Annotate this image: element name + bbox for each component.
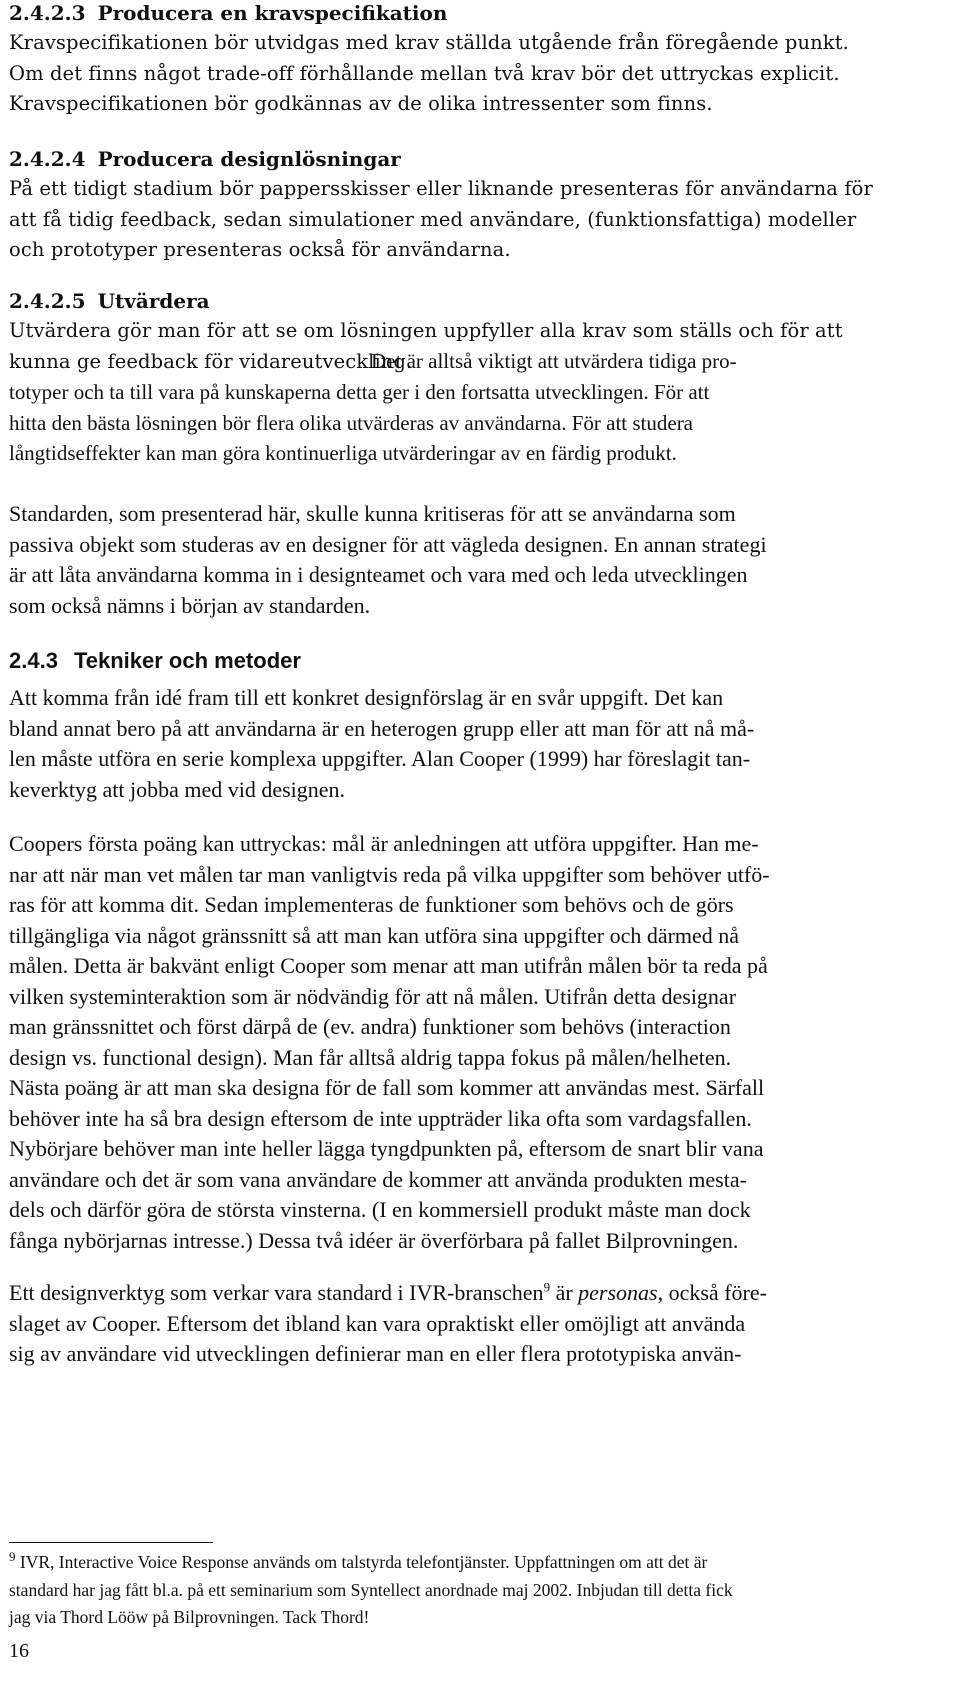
heading-243 (9, 646, 889, 676)
footnote-marker: 9 (9, 1549, 16, 1565)
text-line: är att låta användarna komma in i designteamet och vara med och leda utvecklingen (9, 562, 748, 587)
para-standard (9, 499, 889, 621)
text-line: kunna ge feedback för vidareutveckling. (9, 349, 413, 373)
text-line: jag via Thord Lööw på Bilprovningen. Tack Thord! (9, 1607, 370, 1627)
text-line (9, 1278, 889, 1309)
text-line: långtidseffekter kan man göra kontinuerliga utvärderingar av en färdig produkt. (9, 441, 677, 465)
text-line: som också nämns i början av standarden. (9, 592, 371, 618)
text-line: keverktyg att jobba med vid designen. (9, 776, 346, 802)
text-line: Om det finns något trade-off förhållande mellan två krav bör det uttryckas explicit. (9, 61, 840, 85)
footnote (9, 1549, 889, 1632)
heading-number: 2.4.2.5 (9, 289, 86, 313)
para-2425-b-first (371, 346, 889, 377)
para-2423 (9, 28, 889, 120)
text-line: nar att när man vet målen tar man vanligtvis reda på vilka uppgifter som behöver utfö- (9, 861, 770, 887)
page-number: 16 (9, 1640, 29, 1662)
text-line: användare och det är som vana användare de kommer att använda produkten mesta- (9, 1166, 747, 1192)
text-line: behöver inte ha så bra design eftersom de inte uppträder lika ofta som vardagsfallen. (9, 1105, 752, 1131)
para-2424 (9, 174, 889, 266)
text-line: len måste utföra en serie komplexa uppgifter. Alan Cooper (1999) har föreslagit tan- (9, 746, 751, 771)
text-line: totyper och ta till vara på kunskaperna detta ger i den fortsatta utvecklingen. För att (9, 380, 710, 404)
footnote-ref: 9 (543, 1279, 551, 1295)
para-243-1 (9, 683, 889, 805)
emphasis-personas: personas (578, 1280, 658, 1305)
para-2425-b (9, 377, 889, 469)
text-line: Standarden, som presenterad här, skulle kunna kritiseras för att se användarna som (9, 501, 736, 526)
text-run: Ett designverktyg som verkar vara standard i IVR-branschen (9, 1280, 544, 1305)
text-line: dels och därför göra de största vinsterna. (I en kommersiell produkt måste man dock (9, 1197, 751, 1222)
text-line: Coopers första poäng kan uttryckas: mål är anledningen att utföra uppgifter. Han me- (9, 831, 759, 856)
text-line: tillgängliga via något gränssnitt så att man kan utföra sina uppgifter och därmed nå (9, 922, 740, 948)
text-line: Kravspecifikationen bör utvidgas med krav ställda utgående från föregående punkt. (9, 31, 849, 54)
heading-title: Utvärdera (97, 289, 210, 313)
text-line: vilken systeminteraktion som är nödvändig för att nå målen. Utifrån detta designar (9, 983, 737, 1009)
text-line: Kravspecifikationen bör godkännas av de olika intressenter som finns. (9, 92, 713, 115)
heading-number: 2.4.3 (9, 648, 58, 673)
text-line: Nästa poäng är att man ska designa för de fall som kommer att användas mest. Särfall (9, 1075, 765, 1100)
text-line: fånga nybörjarnas intresse.) Dessa två idéer är överförbara på fallet Bilprovningen. (9, 1227, 739, 1253)
text-line: Det är alltså viktigt att utvärdera tidiga pro- (371, 349, 737, 373)
text-line (9, 1549, 889, 1577)
text-line: ras för att komma dit. Sedan implementeras de funktioner som behövs och de görs (9, 892, 734, 917)
text-line: Nybörjare behöver man inte heller lägga tyngdpunkten på, eftersom de snart blir vana (9, 1136, 764, 1161)
text-run: är (550, 1280, 579, 1305)
heading-2424 (9, 144, 889, 174)
heading-2423 (9, 0, 889, 28)
heading-number: 2.4.2.3 (9, 1, 86, 25)
heading-title: Tekniker och metoder (73, 648, 301, 673)
text-line: Att komma från idé fram till ett konkret designförslag är en svår uppgift. Det kan (9, 685, 724, 710)
footnote-rule (9, 1542, 213, 1543)
heading-number: 2.4.2.4 (9, 147, 86, 171)
text-line: man gränssnittet och först därpå de (ev. andra) funktioner som behövs (interaction (9, 1014, 731, 1039)
para-243-2 (9, 829, 889, 1256)
text-line: hitta den bästa lösningen bör flera olika utvärderas av användarna. För att studera (9, 410, 694, 435)
text-line: passiva objekt som studeras av en designer för att vägleda designen. En annan strategi (9, 531, 767, 557)
text-line: På ett tidigt stadium bör pappersskisser eller liknande presenteras för användarna för (9, 177, 873, 200)
text-line: bland annat bero på att användarna är en heterogen grupp eller att man för att nå må- (9, 715, 755, 741)
text-run: , också före- (657, 1280, 767, 1305)
text-line: målen. Detta är bakvänt enligt Cooper som menar att man utifrån målen bör ta reda på (9, 953, 768, 978)
text-line: slaget av Cooper. Eftersom det ibland kan vara opraktiskt eller omöjligt att använda (9, 1310, 746, 1336)
heading-title: Producera en kravspecifikation (97, 1, 448, 25)
text-line: sig av användare vid utvecklingen definierar man en eller flera prototypiska använ- (9, 1341, 742, 1366)
heading-2425 (9, 286, 889, 316)
text-line: Utvärdera gör man för att se om lösningen uppfyller alla krav som ställs och för att (9, 319, 843, 342)
para-243-3 (9, 1278, 889, 1370)
text-run: IVR, Interactive Voice Response används om talstyrda telefontjänster. Uppfattningen om att det är (15, 1552, 708, 1572)
text-line: design vs. functional design). Man får alltså aldrig tappa fokus på målen/helheten. (9, 1044, 732, 1070)
text-line: och prototyper presenteras också för användarna. (9, 238, 511, 261)
heading-title: Producera designlösningar (97, 147, 401, 171)
text-line: att få tidig feedback, sedan simulationer med användare, (funktionsfattiga) modeller (9, 207, 857, 231)
text-line: standard har jag fått bl.a. på ett seminarium som Syntellect anordnade maj 2002. Inbjudan till detta fick (9, 1579, 733, 1600)
